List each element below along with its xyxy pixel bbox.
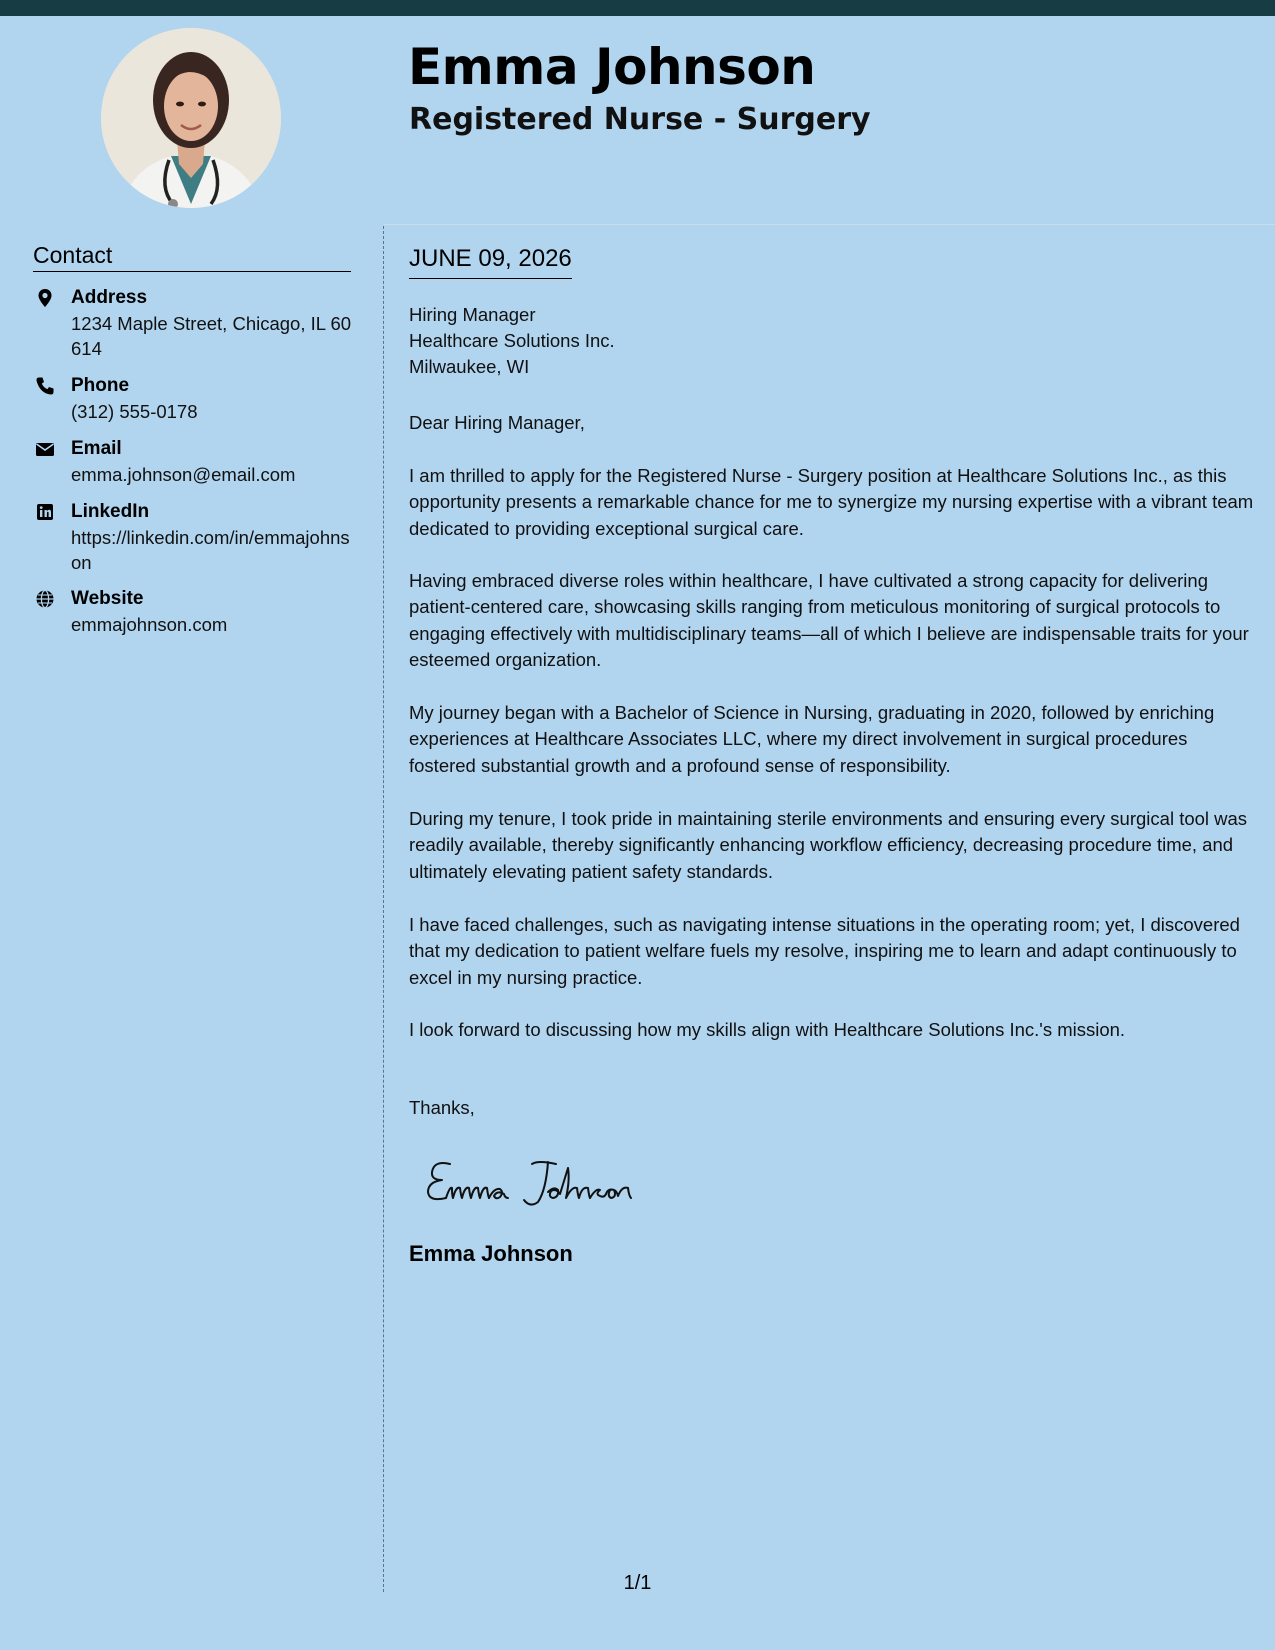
globe-icon <box>35 589 55 609</box>
phone-icon <box>35 376 55 396</box>
signer-name: Emma Johnson <box>409 1241 573 1266</box>
linkedin-value[interactable]: https://linkedin.com/in/emmajohnson <box>71 527 350 573</box>
letter-paragraph: I look forward to discussing how my skills align with Healthcare Solutions Inc.'s mission. <box>409 1019 1126 1040</box>
applicant-name: Emma Johnson <box>408 38 816 96</box>
recipient-line: Healthcare Solutions Inc. <box>409 330 615 351</box>
recipient-line: Milwaukee, WI <box>409 356 530 377</box>
linkedin-icon <box>35 502 55 522</box>
envelope-icon <box>35 439 55 459</box>
handwritten-signature <box>420 1150 670 1210</box>
map-pin-icon <box>35 288 55 308</box>
letter-paragraph: During my tenure, I took pride in maintaining sterile environments and ensuring every surgical tool was readily available, thereby significantly enhancing workflow efficiency, decreasing procedure time, and ultimately elevating patient safety standards. <box>409 808 1248 882</box>
page-number: 1/1 <box>623 1572 652 1594</box>
header-divider <box>384 224 1275 225</box>
address-label: Address <box>71 287 148 308</box>
website-label: Website <box>71 588 144 609</box>
email-value[interactable]: emma.johnson@email.com <box>71 464 296 485</box>
linkedin-label: LinkedIn <box>71 501 150 522</box>
closing: Thanks, <box>409 1097 475 1118</box>
top-accent-bar <box>0 0 1275 16</box>
phone-value[interactable]: (312) 555-0178 <box>71 401 198 422</box>
website-value[interactable]: emmajohnson.com <box>71 614 228 635</box>
letter-date: JUNE 09, 2026 <box>409 244 572 279</box>
address-value: 1234 Maple Street, Chicago, IL 60614 <box>71 313 352 359</box>
phone-label: Phone <box>71 375 130 396</box>
letter-paragraph: I am thrilled to apply for the Registered Nurse - Surgery position at Healthcare Solutions Inc., as this opportunity presents a remarkable chance for me to synergize my nursing expertise with a vibrant team dedicated to providing exceptional surgical care. <box>409 465 1254 539</box>
applicant-title: Registered Nurse - Surgery <box>409 102 871 137</box>
recipient-block <box>409 302 615 380</box>
email-label: Email <box>71 438 122 459</box>
profile-photo <box>101 28 281 208</box>
recipient-line: Hiring Manager <box>409 304 536 325</box>
contact-heading: Contact <box>33 240 351 272</box>
letter-paragraph: Having embraced diverse roles within healthcare, I have cultivated a strong capacity for delivering patient-centered care, showcasing skills ranging from meticulous monitoring of surgical protocols to engaging effectively with multidisciplinary teams—all of which I believe are indispensable traits for your esteemed organization. <box>409 570 1249 670</box>
column-divider <box>383 226 384 1592</box>
letter-paragraph: I have faced challenges, such as navigating intense situations in the operating room; yet, I discovered that my dedication to patient welfare fuels my resolve, inspiring me to learn and adapt continuously to excel in my nursing practice. <box>409 914 1240 988</box>
greeting: Dear Hiring Manager, <box>409 412 585 433</box>
letter-paragraph: My journey began with a Bachelor of Science in Nursing, graduating in 2020, followed by enriching experiences at Healthcare Associates LLC, where my direct involvement in surgical procedures fostered substantial growth and a profound sense of responsibility. <box>409 702 1215 776</box>
